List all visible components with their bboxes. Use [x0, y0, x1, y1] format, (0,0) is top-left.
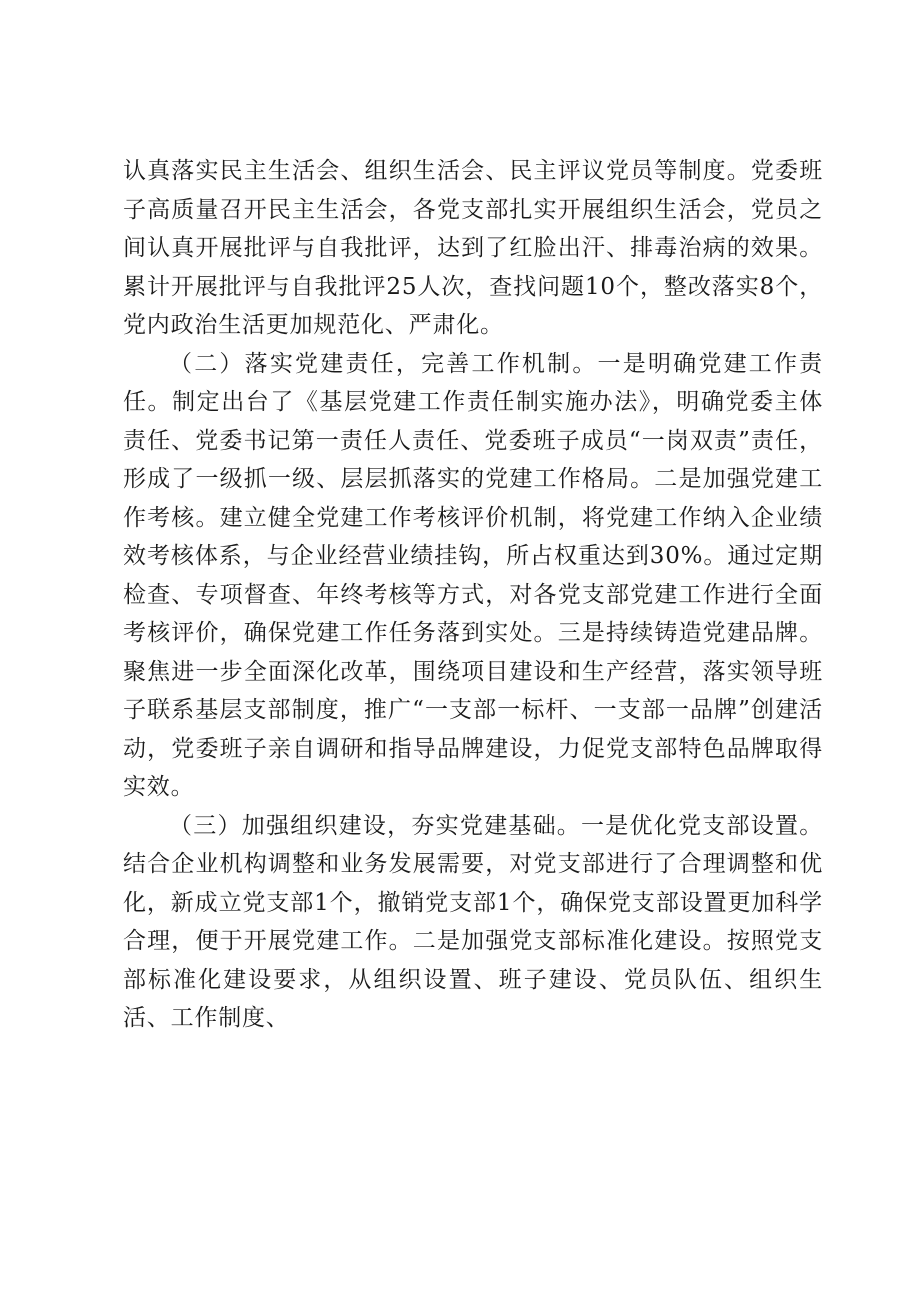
paragraph-democratic-life: 认真落实民主生活会、组织生活会、民主评议党员等制度。党委班子高质量召开民主生活会，各党支部扎实开展组织生活会，党员之间认真开展批评与自我批评，达到了红脸出汗、排毒治病的效果。累计开展批评与自我批评25人次，查找问题10个，整改落实8个，党内政治生活更加规范化、严肃化。 — [123, 158, 823, 338]
document-body — [123, 152, 823, 1038]
paragraph-party-responsibility: （二）落实党建责任，完善工作机制。一是明确党建工作责任。制定出台了《基层党建工作责任制实施办法》，明确党委主体责任、党委书记第一责任人责任、党委班子成员“一岗双责”责任，形成了一级抓一级、层层抓落实的党建工作格局。二是加强党建工作考核。建立健全党建工作考核评价机制，将党建工作纳入企业绩效考核体系，与企业经营业绩挂钩，所占权重达到30%。通过定期检查、专项督查、年终考核等方式，对各党支部党建工作进行全面考核评价，确保党建工作任务落到实处。三是持续铸造党建品牌。聚焦进一步全面深化改革，围绕项目建设和生产经营，落实领导班子联系基层支部制度，推广“一支部一标杆、一支部一品牌”创建活动，党委班子亲自调研和指导品牌建设，力促党支部特色品牌取得实效。 — [123, 350, 823, 800]
paragraph-organization-building: （三）加强组织建设，夯实党建基础。一是优化党支部设置。结合企业机构调整和业务发展需要，对党支部进行了合理调整和优化，新成立党支部1个，撤销党支部1个，确保党支部设置更加科学合理，便于开展党建工作。二是加强党支部标准化建设。按照党支部标准化建设要求，从组织设置、班子建设、党员队伍、组织生活、工作制度、 — [123, 812, 823, 1031]
